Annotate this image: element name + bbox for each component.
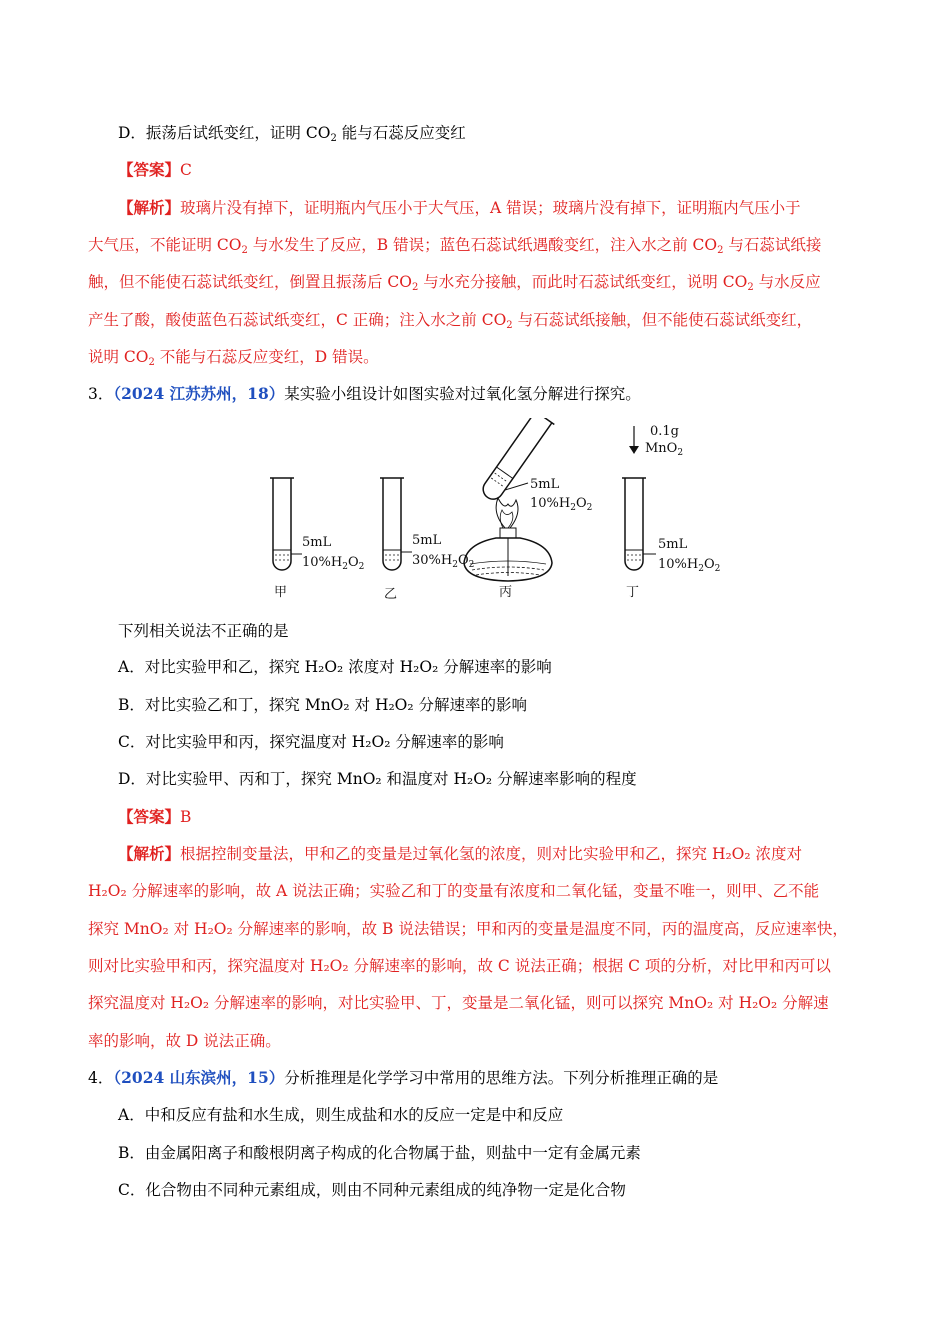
- q4-option-b: B．由金属阳离子和酸根阴离子构成的化合物属于盐，则盐中一定有金属元素: [118, 1144, 641, 1162]
- q4-option-a: A．中和反应有盐和水生成，则生成盐和水的反应一定是中和反应: [118, 1106, 564, 1124]
- svg-text:丁: 丁: [626, 585, 640, 600]
- svg-text:5mL: 5mL: [302, 535, 332, 550]
- q3-option-d: D．对比实验甲、丙和丁，探究 MnO₂ 和温度对 H₂O₂ 分解速率影响的程度: [118, 770, 637, 788]
- tube-bing: [464, 418, 592, 600]
- question-4: 4．（2024 山东滨州，15）分析推理是化学学习中常用的思维方法。下列分析推理正确的是: [88, 1068, 719, 1087]
- svg-text:10%H2O2: $10\%H_2O_2$: [658, 557, 721, 574]
- svg-text:乙: 乙: [384, 587, 398, 602]
- tube-ding: [622, 424, 720, 600]
- q4-option-c: C．化合物由不同种元素组成，则由不同种元素组成的纯净物一定是化合物: [118, 1181, 626, 1199]
- svg-text:丙: 丙: [499, 585, 513, 600]
- tube-yi: [380, 478, 474, 602]
- svg-text:5mL: 5mL: [530, 477, 560, 492]
- svg-text:甲: 甲: [274, 585, 288, 600]
- svg-text:5mL: 5mL: [658, 537, 688, 552]
- svg-text:10%H2O2: $10\%H_2O_2$: [530, 496, 593, 513]
- tube-jia: [270, 478, 364, 600]
- q3-option-c: C．对比实验甲和丙，探究温度对 H₂O₂ 分解速率的影响: [118, 733, 504, 751]
- svg-text:5mL: 5mL: [412, 533, 442, 548]
- q3-option-a: A．对比实验甲和乙，探究 H₂O₂ 浓度对 H₂O₂ 分解速率的影响: [118, 658, 552, 676]
- q3-option-b: B．对比实验乙和丁，探究 MnO₂ 对 H₂O₂ 分解速率的影响: [118, 696, 528, 714]
- q3-prompt: 下列相关说法不正确的是: [118, 622, 289, 640]
- prev-option-d: D．振荡后试纸变红，证明 $CO_2$ 能与石蕊反应变红: [118, 124, 466, 144]
- svg-text:30%H2O2: $30\%H_2O_2$: [412, 553, 475, 570]
- experiment-figure: [260, 418, 730, 608]
- svg-text:0.1g: 0.1g: [650, 424, 679, 439]
- svg-text:10%H2O2: $10\%H_2O_2$: [302, 555, 365, 572]
- question-3: 3．（2024 江苏苏州，18）某实验小组设计如图实验对过氧化氢分解进行探究。: [88, 384, 641, 403]
- answer-1: 【答案】C: [118, 160, 192, 179]
- svg-text:MnO2: MnO$_2$: [645, 441, 684, 458]
- answer-2: 【答案】B: [118, 807, 192, 826]
